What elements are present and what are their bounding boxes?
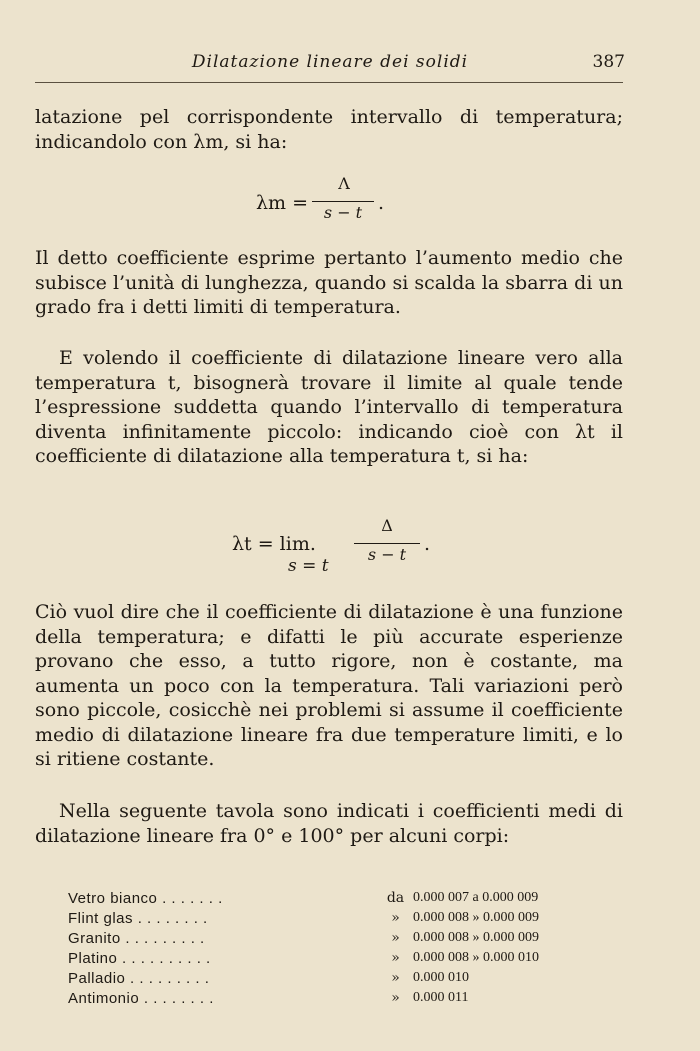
paragraph-5-text: Nella seguente tavola sono indicati i coefficienti medi di dilatazione lineare fra 0° e 100° per alcuni corpi: — [35, 800, 623, 847]
equation-1-trail: . — [378, 192, 385, 214]
equation-2-fraction-bar — [354, 543, 420, 544]
equation-1-numerator: Λ — [338, 174, 350, 193]
range-prefix: » — [391, 930, 400, 946]
equation-1-lhs: λm = — [256, 192, 309, 214]
equation-2-trail: . — [424, 533, 431, 555]
paragraph-5 — [35, 799, 623, 848]
table-row — [68, 888, 539, 908]
paragraph-3-text: E volendo il coefficiente di dilatazione lineare vero alla temperatura t, bisognerà trovare il limite al quale tende l’espressione suddetta quando l’intervallo di temperatura diventa infinitamente piccolo: indicando cioè con λt il coefficiente di dilatazione alla temperatura t, si ha: — [35, 347, 623, 467]
running-head — [35, 52, 625, 76]
range-prefix: » — [391, 990, 400, 1006]
material-name: Palladio . . . . . . . . . — [68, 969, 210, 987]
coefficient-table — [68, 888, 539, 1008]
equation-2-lhs: λt = lim. — [232, 533, 316, 555]
paragraph-1-text: latazione pel corrispondente intervallo di temperatura; indicandolo con λm, si ha: — [35, 106, 623, 153]
equation-1-fraction-bar — [312, 201, 374, 202]
material-name: Platino . . . . . . . . . . — [68, 949, 211, 967]
table-row — [68, 988, 539, 1008]
table-row — [68, 968, 539, 988]
coefficient-values: 0.000 007 a 0.000 009 — [413, 890, 539, 905]
range-prefix: da — [386, 890, 405, 906]
coefficient-values: 0.000 008 » 0.000 009 — [413, 930, 539, 945]
material-name: Antimonio . . . . . . . . — [68, 989, 214, 1007]
table-row — [68, 908, 539, 928]
running-head-title: Dilatazione lineare dei solidi — [191, 52, 469, 72]
table-row — [68, 928, 539, 948]
range-prefix: » — [391, 910, 400, 926]
equation-2-numerator: Δ — [381, 516, 393, 535]
equation-2-limit: s = t — [288, 556, 329, 576]
equation-2-denominator: s − t — [367, 545, 407, 564]
material-name: Vetro bianco . . . . . . . — [68, 889, 223, 907]
range-prefix: » — [391, 970, 400, 986]
range-prefix: » — [391, 950, 400, 966]
coefficient-values: 0.000 010 — [413, 970, 469, 985]
coefficient-values: 0.000 008 » 0.000 010 — [413, 950, 539, 965]
paragraph-4 — [35, 600, 623, 772]
coefficient-values: 0.000 008 » 0.000 009 — [413, 910, 539, 925]
page-number: 387 — [592, 52, 625, 72]
paragraph-4-text: Ciò vuol dire che il coefficiente di dilatazione è una funzione della temperatura; e difatti le più accurate esperienze provano che esso, a tutto rigore, non è costante, ma aumenta un poco con la temperatura. Tali variazioni però sono piccole, cosicchè nei problemi si assume il coefficiente medio di dilatazione lineare fra due temperature limiti, e lo si ritiene costante. — [35, 601, 623, 770]
equation-1-denominator: s − t — [323, 203, 363, 222]
material-name: Flint glas . . . . . . . . — [68, 909, 208, 927]
table-row — [68, 948, 539, 968]
coefficient-values: 0.000 011 — [413, 990, 469, 1005]
paragraph-2 — [35, 246, 623, 320]
header-rule — [35, 82, 623, 83]
paragraph-1 — [35, 105, 623, 154]
paragraph-3 — [35, 346, 623, 469]
material-name: Granito . . . . . . . . . — [68, 929, 205, 947]
paragraph-2-text: Il detto coefficiente esprime pertanto l’aumento medio che subisce l’unità di lunghezza, quando si scalda la sbarra di un grado fra i detti limiti di temperatura. — [35, 247, 623, 318]
